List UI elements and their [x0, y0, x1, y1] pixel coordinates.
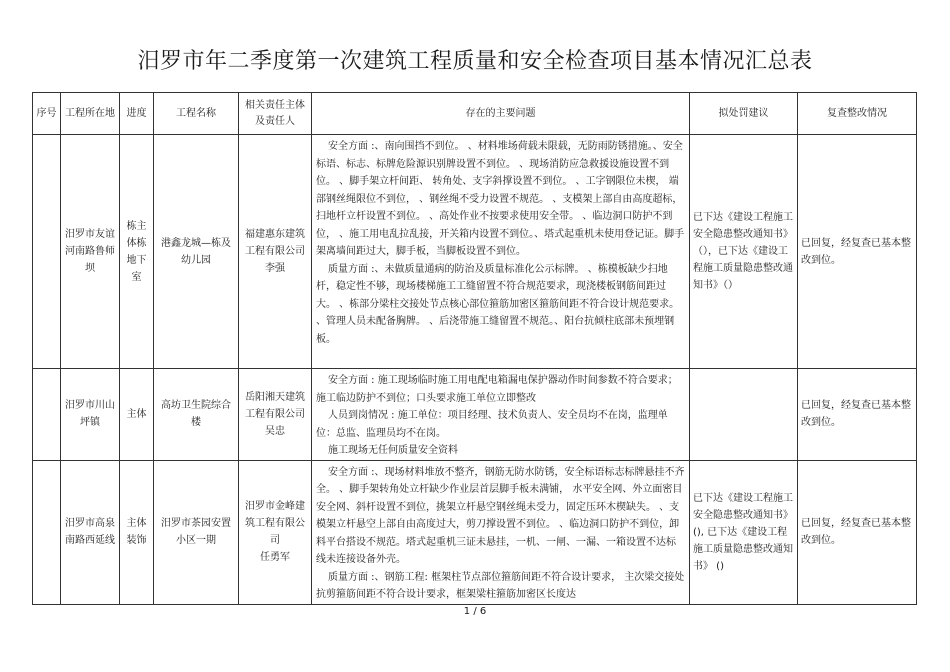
cell-progress: 栋主体栋地下室 — [120, 135, 154, 369]
header-row — [33, 93, 917, 135]
cell-penalty: 已下达《建设工程施工安全隐患整改通知书》 (), 已下达《建设工程施工质量隐患整改通知书》 () — [690, 460, 798, 604]
header-name: 工程名称 — [154, 93, 239, 135]
table-row — [33, 135, 917, 369]
cell-review: 已回复，经复查已基本整改到位。 — [798, 369, 917, 461]
header-progress: 进度 — [120, 93, 154, 135]
cell-issues — [312, 135, 690, 369]
header-penalty: 拟处罚建议 — [690, 93, 798, 135]
cell-name: 港鑫龙城—栋及幼儿园 — [154, 135, 239, 369]
table-row — [33, 460, 917, 604]
issue-paragraph: 人员到岗情况 : 施工单位：项目经理、技术负责人、安全员均不在岗，监理单位：总监、监理员均不在岗。 — [316, 410, 668, 439]
cell-issues — [312, 460, 690, 604]
cell-responsible: 福建惠东建筑工程有限公司 李强 — [239, 135, 312, 369]
header-review: 复查整改情况 — [798, 93, 917, 135]
issue-paragraph: 施工现场无任何质量安全资料 — [328, 445, 458, 456]
cell-responsible: 汨罗市金峰建筑工程有限公司 任勇军 — [239, 460, 312, 604]
document-title: 汨罗市年二季度第一次建筑工程质量和安全检查项目基本情况汇总表 — [137, 49, 813, 74]
cell-responsible: 岳阳湘天建筑工程有限公司 吴忠 — [239, 369, 312, 461]
issue-paragraph: 安全方面 :、现场材料堆放不整齐，钢筋无防水防锈，安全标语标志标牌悬挂不齐全。 、脚手架转角处立杆缺少作业层首层脚手板未满铺， 水平安全网、外立面密目安全网、斜杆设置不到位，挑架立杆悬空钢丝绳未受力，固定压环木楔缺失。 、支模架立杆悬空上部自由高度过大，剪刀撑设置不到位。 、临边洞口防护不到位，卸料平台搭设不规范。塔式起重机三证未悬挂，一机、一闸、一漏、一箱设置不达标线未连接设备外壳。 — [316, 466, 685, 565]
cell-location: 汨罗市高泉南路西延线 — [61, 460, 120, 604]
cell-name: 高坊卫生院综合楼 — [154, 369, 239, 461]
issue-paragraph: 质量方面 :、未做质量通病的防治及质量标准化公示标牌。 、栋模板缺少扫地杆，稳定性不够，现场楼梯施工工缝留置不符合规范要求，现浇楼板钢筋间距过大。 、栋部分梁柱交接处节点核心部位箍筋加密区箍筋间距不符合设计规范要求。 、管理人员未配备胸牌。 、后浇带施工缝留置不规范。、阳台抗倾柱底部未预埋钢板。 — [316, 263, 680, 345]
page-separator: / — [473, 606, 477, 617]
page-total: 6 — [479, 606, 487, 617]
table-row — [33, 369, 917, 461]
header-location: 工程所在地 — [61, 93, 120, 135]
header-issues: 存在的主要问题 — [312, 93, 690, 135]
cell-location: 汨罗市川山坪镇 — [61, 369, 120, 461]
cell-review: 已回复，经复查已基本整改到位。 — [798, 135, 917, 369]
issue-paragraph: 安全方面 : 施工现场临时施工用电配电箱漏电保护器动作时间参数不符合要求；施工临边防护不到位；口头要求施工单位立即整改 — [316, 375, 678, 404]
issue-paragraph: 安全方面 :、南向围挡不到位。 、材料堆场荷载未限载，无防雨防锈措施。、安全标语、标志、标牌危险源识别牌设置不到位。 、现场消防应急救援设施设置不到位。 、脚手架立杆间距、 转角处、支字斜撑设置不到位。 、工字钢限位未楔， 端部钢丝绳限位不到位， 、钢丝绳不受力设置不规范。 、支模架上部自由高度超标， 扫地杆立杆设置不到位。 、高处作业不按要求使用安全带。 、临边洞口防护不到位， 、施工用电乱拉乱接，开关箱内设置不到位。、塔式起重机未使用登记证。脚手架离墙间距过大，脚手板，当脚板设置不到位。 — [316, 141, 685, 257]
cell-penalty: 已下达《建设工程施工安全隐患整改通知书》（），已下达《建设工程施工质量隐患整改通知书》（） — [690, 135, 798, 369]
cell-progress: 主体装饰 — [120, 460, 154, 604]
issue-paragraph: 质量方面 :、钢筋工程: 框架柱节点部位箍筋间距不符合设计要求， 主次梁交接处抗剪箍筋间距不符合设计要求，框架梁柱箍筋加密区长度达 — [316, 571, 685, 600]
inspection-summary-table — [32, 92, 917, 605]
cell-review: 已回复，经复查已基本整改到位。 — [798, 460, 917, 604]
cell-name: 汨罗市茶园安置小区一期 — [154, 460, 239, 604]
cell-seq — [33, 135, 61, 369]
cell-location: 汨罗市友谊河南路鲁师坝 — [61, 135, 120, 369]
cell-seq — [33, 460, 61, 604]
cell-penalty — [690, 369, 798, 461]
page-current: 1 — [463, 606, 471, 617]
cell-progress: 主体 — [120, 369, 154, 461]
header-seq: 序号 — [33, 93, 61, 135]
cell-seq — [33, 369, 61, 461]
page-number — [0, 606, 950, 617]
cell-issues — [312, 369, 690, 461]
header-responsible: 相关责任主体及责任人 — [239, 93, 312, 135]
